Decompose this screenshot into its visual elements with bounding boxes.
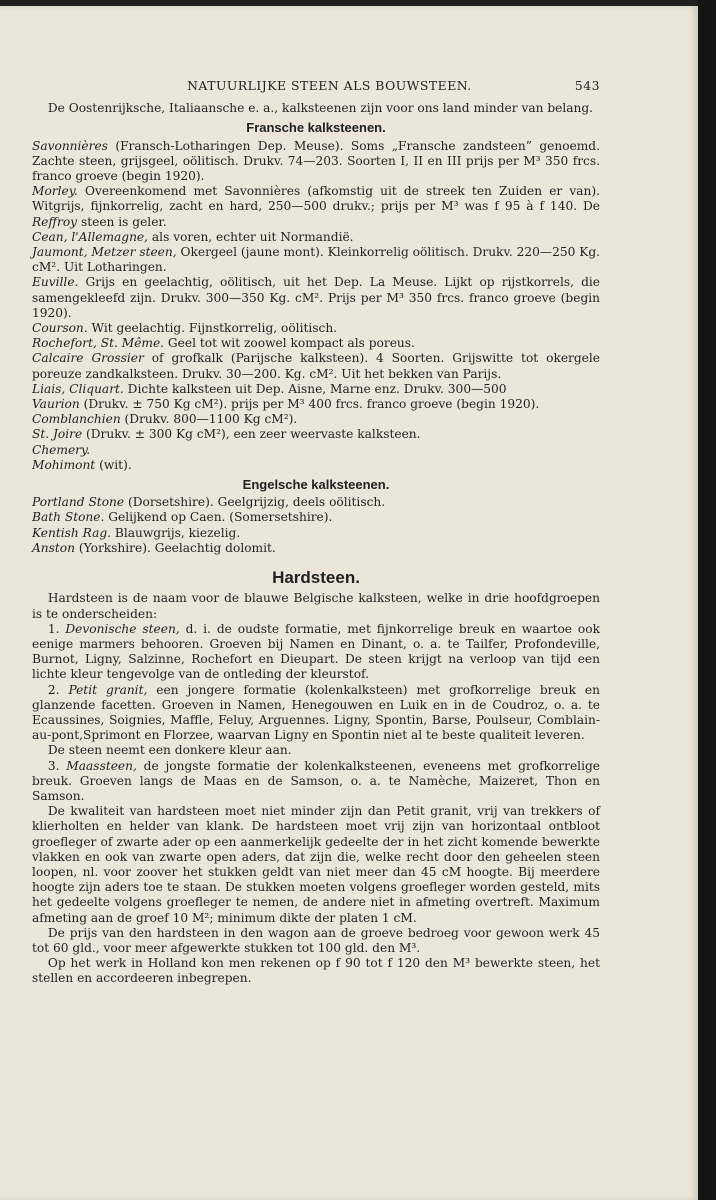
stone-name: Euville. [32, 275, 79, 290]
stone-description: Okergeel (jaune mont). Kleinkorrelig oölitisch. Drukv. 220—250 Kg. cM². Uit Lotharingen. [32, 245, 600, 275]
hardsteen-paragraph-8: Op het werk in Holland kon men rekenen op f 90 tot f 120 den M³ bewerkte steen, het stellen en accordeeren inbegrepen. [32, 956, 600, 986]
running-title: NATUURLIJKE STEEN ALS BOUWSTEEN. [187, 78, 472, 93]
stone-name: Savonnières [32, 138, 108, 153]
stone-description: Overeenkomend met Savonnières (afkomstig uit de streek ten Zuiden er van). Witgrijs, fijnkorrelig, zacht en hard, 250—500 drukv.; prijs per M³ was f 95 à f 140. De [32, 184, 600, 214]
hardsteen-paragraph-3 [32, 683, 600, 744]
running-header [32, 78, 600, 93]
stone-name: Comblanchien [32, 412, 121, 427]
hardsteen-paragraph-6: De kwaliteit van hardsteen moet niet minder zijn dan Petit granit, vrij van trekkers of klierholten en helder van klank. De hardsteen moet vrij zijn van horizontaal ontbloot groefleger of zwarte ader op een aanmerkelijk gedeelte der in het zicht komende bewerkte vlakken en ook van zwarte open aders, dat zijn die, welke recht door den geheelen steen loopen, nl. voor zoover het stukken geldt van niet meer dan 45 cM hoogte. Bij meerdere hoogte zijn aders toe te staan. De stukken moeten volgens groefleger worden gesteld, mits het gedeelte volgens groefleger te nemen, de andere niet in afmeting overtreft. Maximum afmeting aan de groef 10 M²; minimum dikte der platen 1 cM. [32, 804, 600, 925]
book-gutter [698, 0, 716, 1200]
stone-description: of grofkalk (Parijsche kalksteen). 4 Soorten. Grijswitte tot okergele poreuze zandkalksteen. Drukv. 30—200. Kg. cM². Uit het bekken van Parijs. [32, 351, 600, 381]
stone-name: Morley. [32, 184, 78, 199]
stone-description: Dichte kalksteen uit Dep. Aisne, Marne enz. Drukv. 300—500 [123, 381, 507, 396]
item-number: 3. [47, 758, 67, 773]
french-heading: Fransche kalksteenen. [246, 120, 386, 136]
stone-entry [32, 336, 600, 351]
stone-description: Grijs en geelachtig, oölitisch, uit het Dep. La Meuse. Lijkt op rijstkorrels, die samengekleefd zijn. Drukv. 300—350 Kg. cM². Prijs per M³ 350 frcs. franco groeve (begin 1920). [32, 275, 600, 320]
stone-entry [32, 412, 600, 427]
stone-name: Courson. [32, 321, 88, 336]
hardsteen-paragraph-4: De steen neemt een donkere kleur aan. [47, 743, 292, 758]
french-entries [32, 139, 600, 473]
item-text: de jongste formatie der kolenkalksteenen, eveneens met grofkorrelige breuk. Groeven langs de Maas en de Samson, o. a. te Namèche, Maizeret, Thon en Samson. [32, 758, 600, 803]
stone-entry [32, 510, 600, 525]
stone-entry [32, 139, 600, 185]
stone-description: (wit). [95, 457, 132, 472]
page-content [32, 78, 600, 987]
stone-name: Vaurion [32, 397, 80, 412]
intro-paragraph: De Oostenrijksche, Italiaansche e. a., kalksteenen zijn voor ons land minder van belang. [47, 101, 594, 116]
stone-name: Bath Stone. [32, 510, 105, 525]
stone-entry [32, 245, 600, 275]
stone-description: (Drukv. ± 750 Kg cM²). prijs per M³ 400 frcs. franco groeve (begin 1920). [79, 397, 540, 412]
hardsteen-heading: Hardsteen. [272, 568, 360, 588]
item-text: d. i. de oudste formatie, met fijnkorrelige breuk en waartoe ook eenige marmers behooren. Groeven bij Namen en Dinant, o. a. te Tailfer, Profondeville, Burnot, Ligny, Salzinne, Rochefort en Dieupart. De steen krijgt na verloop van tijd een lichte kleur tengevolge van de ontleding der kleurstof. [32, 621, 600, 682]
english-entries [32, 495, 600, 556]
stone-description: (Drukv. 800—1100 Kg cM²). [120, 412, 298, 427]
stone-description: steen is geler. [77, 214, 167, 229]
item-number: 2. [47, 682, 69, 697]
stone-name: Rochefort, St. Même. [32, 336, 165, 351]
page-number: 543 [574, 78, 600, 93]
stone-name: Liais, Cliquart. [32, 381, 124, 396]
stone-description: Wit geelachtig. Fijnstkorrelig, oölitisch. [87, 321, 338, 336]
stone-description: als voren, echter uit Normandië. [148, 229, 354, 244]
stone-entry [32, 443, 600, 458]
hardsteen-paragraph-1: Hardsteen is de naam voor de blauwe Belgische kalksteen, welke in drie hoofdgroepen is te onderscheiden: [32, 591, 600, 621]
stone-description: Gelijkend op Caen. (Somersetshire). [104, 510, 333, 525]
book-page [0, 6, 698, 1200]
stone-entry [32, 321, 600, 336]
stone-name: Anston [32, 540, 75, 555]
item-name: Maassteen, [66, 758, 137, 773]
hardsteen-paragraph-2 [32, 622, 600, 683]
stone-entry [32, 427, 600, 442]
stone-entry [32, 275, 600, 321]
stone-name: St. Joire [32, 427, 83, 442]
stone-description: (Fransch-Lotharingen Dep. Meuse). Soms „Fransche zandsteen” genoemd. Zachte steen, grijsgeel, oölitisch. Drukv. 74—203. Soorten I, II en III prijs per M³ 350 frcs. franco groeve (begin 1920). [32, 138, 600, 184]
stone-description: (Drukv. ± 300 Kg cM²), een zeer weervaste kalksteen. [82, 427, 421, 442]
stone-entry [32, 495, 600, 510]
stone-name: Reffroy [32, 214, 78, 229]
item-number: 1. [47, 621, 66, 636]
stone-description: (Dorsetshire). Geelgrijzig, deels oölitisch. [124, 495, 386, 510]
english-heading: Engelsche kalksteenen. [242, 477, 390, 493]
stone-name: Chemery. [32, 442, 91, 457]
item-name: Petit granit, [68, 682, 148, 697]
hardsteen-paragraph-5 [32, 759, 600, 805]
stone-name: Cean, l'Allemagne, [32, 229, 149, 244]
stone-entry [32, 458, 600, 473]
stone-entry [32, 230, 600, 245]
item-text: een jongere formatie (kolenkalksteen) met grofkorrelige breuk en glanzende facetten. Groeven in Namen, Henegouwen en Luik en in de Coudroz, o. a. te Ecaussines, Soignies, Maffle, Feluy, Arguennes. Ligny, Spontin, Barse, Poulseur, Comblain- au-pont,Sprimont en Florzee, waarvan Ligny en Spontin niet al te beste qualiteit leveren. [32, 682, 600, 743]
stone-description: Geel tot wit zoowel kompact als poreus. [164, 336, 415, 351]
stone-name: Kentish Rag. [32, 525, 112, 540]
stone-name: Portland Stone [32, 495, 125, 510]
stone-name: Jaumont, Metzer steen, [32, 245, 177, 260]
stone-entry [32, 351, 600, 381]
stone-name: Mohimont [32, 457, 96, 472]
stone-description: (Yorkshire). Geelachtig dolomit. [75, 540, 276, 555]
stone-entry [32, 541, 600, 556]
stone-entry [32, 382, 600, 397]
stone-description: Blauwgrijs, kiezelig. [111, 525, 241, 540]
stone-entry [32, 397, 600, 412]
stone-name: Calcaire Grossier [32, 351, 144, 366]
stone-entry [32, 184, 600, 230]
stone-entry [32, 526, 600, 541]
hardsteen-paragraph-7: De prijs van den hardsteen in den wagon aan de groeve bedroeg voor gewoon werk 45 tot 60 gld., voor meer afgewerkte stukken tot 100 gld. den M³. [32, 925, 600, 955]
item-name: Devonische steen, [65, 621, 180, 636]
